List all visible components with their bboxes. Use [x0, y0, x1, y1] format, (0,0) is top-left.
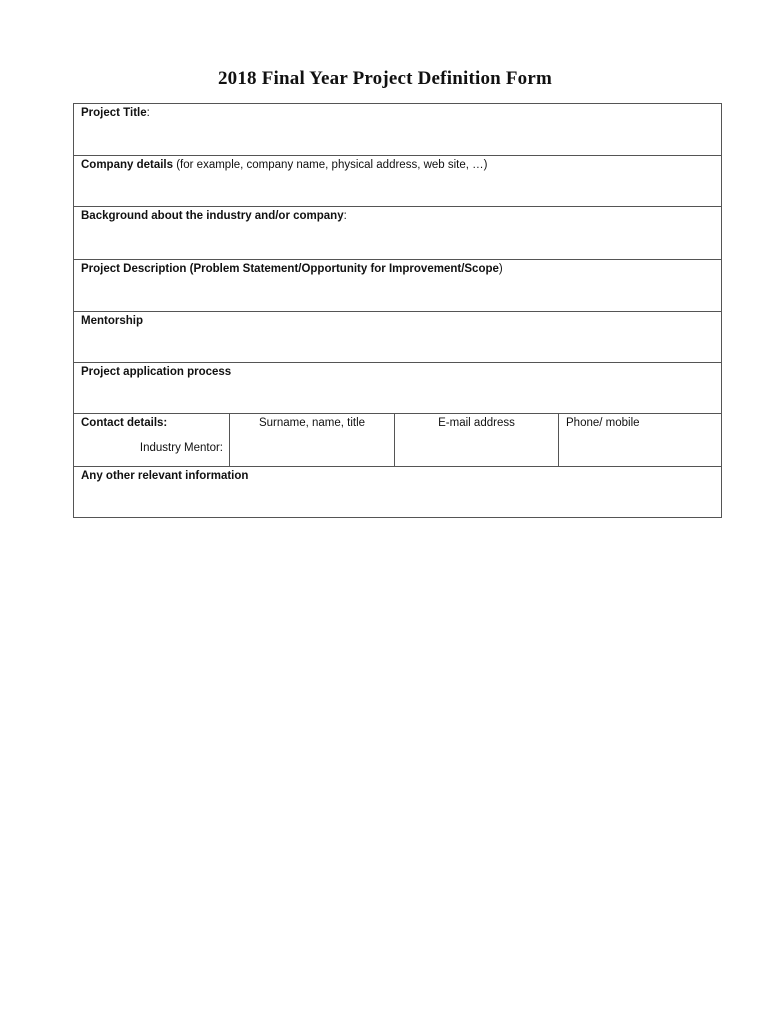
contact-details-label: Contact details: — [81, 417, 168, 429]
background-colon: : — [343, 210, 347, 222]
row-contact-details — [74, 414, 722, 467]
project-description-label: Project Description (Problem Statement/Opportunity for Improvement/Scope — [81, 263, 499, 275]
col-email-header: E-mail address — [438, 417, 515, 429]
application-process-cell[interactable] — [74, 363, 722, 414]
project-description-close: ) — [498, 263, 503, 275]
industry-mentor-label: Industry Mentor: — [139, 442, 223, 454]
row-application-process — [74, 363, 722, 414]
row-other-info — [74, 467, 722, 518]
row-project-title — [74, 104, 722, 156]
company-details-cell[interactable] — [74, 156, 722, 207]
col-phone-header: Phone/ mobile — [566, 417, 640, 429]
project-title-label: Project Title — [81, 107, 147, 119]
other-info-label: Any other relevant information — [81, 470, 249, 482]
background-cell[interactable] — [74, 207, 722, 260]
page-title: 2018 Final Year Project Definition Form — [217, 68, 553, 89]
mentorship-label: Mentorship — [81, 315, 143, 327]
company-details-hint: (for example, company name, physical address, web site, …) — [173, 159, 488, 171]
row-project-description — [74, 260, 722, 312]
row-background — [74, 207, 722, 260]
mentor-email-cell[interactable] — [395, 414, 559, 467]
project-description-cell[interactable] — [74, 260, 722, 312]
mentorship-cell[interactable] — [74, 312, 722, 363]
row-mentorship — [74, 312, 722, 363]
contact-details-cell — [74, 414, 230, 467]
background-label: Background about the industry and/or company — [81, 210, 344, 222]
other-info-cell[interactable] — [74, 467, 722, 518]
row-company-details — [74, 156, 722, 207]
project-definition-form — [73, 103, 722, 518]
project-title-cell[interactable] — [74, 104, 722, 156]
mentor-name-cell[interactable] — [230, 414, 395, 467]
project-title-colon: : — [146, 107, 150, 119]
application-process-label: Project application process — [81, 366, 232, 378]
col-name-header: Surname, name, title — [258, 417, 366, 429]
company-details-label: Company details — [81, 159, 174, 171]
mentor-phone-cell[interactable] — [559, 414, 722, 467]
